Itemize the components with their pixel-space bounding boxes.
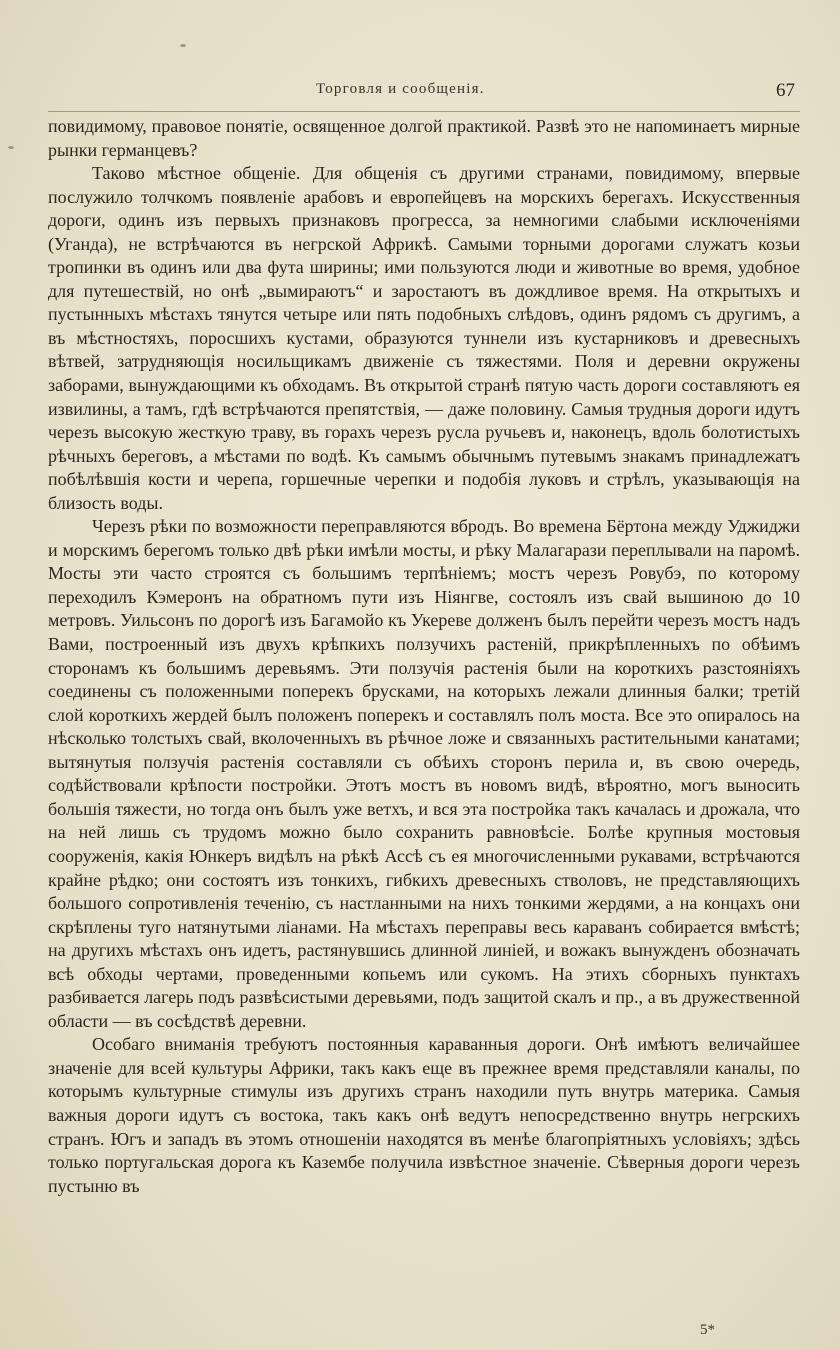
- page-number: 67: [776, 80, 795, 101]
- running-head: Торговля и сообщенія.: [316, 81, 485, 97]
- ink-blot: [8, 146, 14, 149]
- paragraph-river-crossings: Черезъ рѣки по возможности переправляются вбродъ. Во времена Бёртона между Уджиджи и морскимъ берегомъ только двѣ рѣки имѣли мосты, и рѣку Малагарази переплывали на паромѣ. Мосты эти часто строятся съ большимъ терпѣніемъ; мостъ черезъ Ровубэ, по которому переходилъ Кэмеронъ на обратномъ пути изъ Ніянгве, состоялъ изъ свай вышиною до 10 метровъ. Уильсонъ по дорогѣ изъ Багамойо къ Укереве долженъ былъ перейти черезъ мостъ надъ Вами, построенный изъ двухъ крѣпкихъ ползучихъ растеній, прикрѣпленныхъ по обѣимъ сторонамъ къ большимъ деревьямъ. Эти ползучія растенія были на короткихъ разстояніяхъ соединены съ положенными поперекъ брусками, на которыхъ лежали длинныя балки; третій слой короткихъ жердей былъ положенъ поперекъ и составлялъ полъ моста. Все это опиралось на нѣсколько толстыхъ свай, вколоченныхъ въ рѣчное ложе и связанныхъ растительными канатами; вытянутыя ползучія растенія составляли съ обѣихъ сторонъ перила и, въ свою очередь, содѣйствовали крѣпости постройки. Этотъ мостъ въ новомъ видѣ, вѣроятно, могъ выносить большія тяжести, но тогда онъ былъ уже ветхъ, и вся эта постройка такъ качалась и дрожала, что на ней лишь съ трудомъ можно было сохранить равновѣсіе. Болѣе крупныя мостовыя сооруженія, какія Юнкеръ видѣлъ на рѣкѣ Ассѣ съ ея многочисленными рукавами, встрѣчаются крайне рѣдко; они состоятъ изъ тонкихъ, гибкихъ древесныхъ стволовъ, не представляющихъ большого сопротивленія теченію, съ настланными на нихъ тонкими жердями, а на концахъ они скрѣплены туго натянутыми ліанами. На мѣстахъ переправы весь караванъ собирается вмѣстѣ; на другихъ мѣстахъ онъ идетъ, растянувшись длинной линіей, и вожакъ вынужденъ обозначать всѣ обходы чертами, проведенными копьемъ или сукомъ. На этихъ сборныхъ пунктахъ разбивается лагерь подъ развѣсистыми деревьями, подъ защитой скалъ и пр., а въ дружественной области — въ сосѣдствѣ деревни.: [48, 516, 800, 1031]
- paragraph-local-exchange: Таково мѣстное общеніе. Для общенія съ другими странами, повидимому, впервые послужило толчкомъ появленіе арабовъ и европейцевъ на морскихъ берегахъ. Искусственныя дороги, одинъ изъ первыхъ признаковъ прогресса, за немногими слабыми исключеніями (Уганда), не встрѣчаются въ негрской Африкѣ. Самыми торными дорогами служатъ козьи тропинки въ одинъ или два фута ширины; ими пользуются люди и животные во время, удобное для путешествій, но онѣ „вымираютъ“ и заростаютъ въ дождливое время. На открытыхъ и пустынныхъ мѣстахъ тянутся четыре или пять подобныхъ слѣдовъ, одинъ рядомъ съ другимъ, а въ мѣстностяхъ, поросшихъ кустами, образуются туннели изъ кустарниковъ и древесныхъ вѣтвей, затрудняющія носильщикамъ движеніе съ тяжестями. Поля и деревни окружены заборами, вынуждающими къ обходамъ. Въ открытой странѣ пятую часть дороги составляютъ ея извилины, а тамъ, гдѣ встрѣчаются препятствія, — даже половину. Самыя трудныя дороги идутъ черезъ высокую жесткую траву, въ горахъ черезъ русла ручьевъ и, наконецъ, вдоль болотистыхъ рѣчныхъ береговъ, а мѣстами по водѣ. Къ самымъ обычнымъ путевымъ знакамъ принадлежатъ побѣлѣвшія кости и черепа, горшечные черепки и подобія луковъ и стрѣлъ, указывающія на близость воды.: [48, 163, 800, 513]
- paragraph-continued: повидимому, правовое понятіе, освященное долгой практикой. Развѣ это не напоминаетъ мирные рынки германцевъ?: [48, 116, 800, 160]
- ink-blot: [180, 44, 186, 47]
- header-rule: [48, 111, 800, 112]
- signature-mark: 5*: [700, 1322, 715, 1338]
- body-text: [48, 115, 800, 1198]
- paragraph-caravan-roads: Особаго вниманія требуютъ постоянныя караванныя дороги. Онѣ имѣютъ величайшее значеніе для всей культуры Африки, такъ какъ еще въ прежнее время представляли каналы, по которымъ культурные стимулы изъ другихъ странъ находили путь внутрь материка. Самыя важныя дороги идутъ съ востока, такъ какъ онѣ ведутъ непосредственно внутрь негрскихъ странъ. Югъ и западъ въ этомъ отношеніи находятся въ менѣе благопріятныхъ условіяхъ; здѣсь только португальская дорога къ Казембе получила извѣстное значеніе. Сѣверныя дороги черезъ пустыню въ: [48, 1034, 800, 1196]
